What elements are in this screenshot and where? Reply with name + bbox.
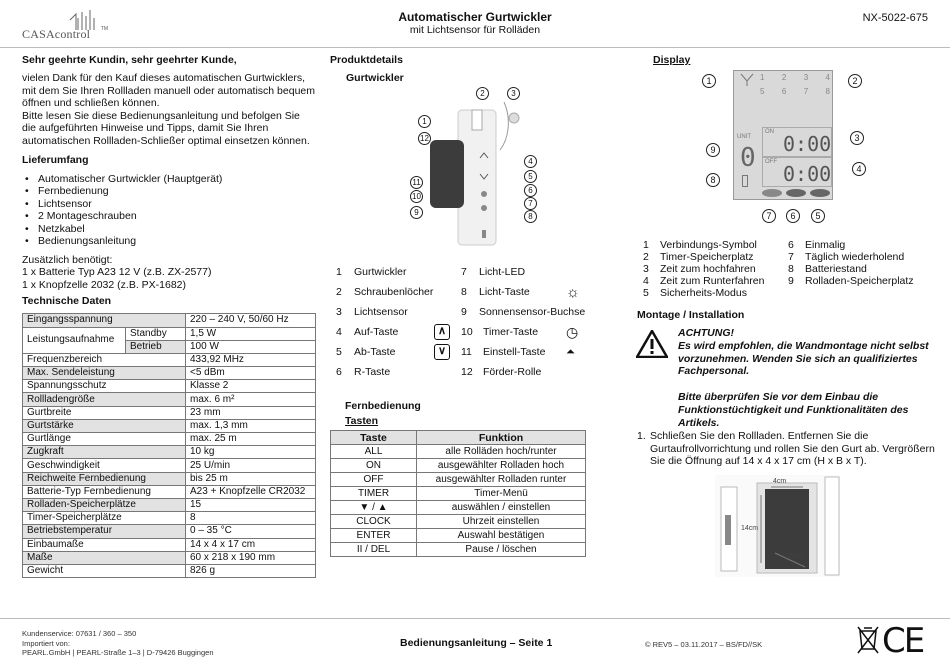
dim-width: 4cm [773, 478, 787, 485]
part-number: 5 [336, 346, 342, 358]
lcd-unit-digit: 0 [740, 143, 756, 173]
belt-winder-image [400, 90, 540, 250]
table-row [23, 419, 316, 432]
table-row [23, 498, 316, 511]
lcd-slots-bottom [760, 87, 830, 96]
brand-logo [22, 8, 112, 42]
down-icon: ∨ [434, 344, 450, 360]
callout: 2 [848, 74, 862, 88]
part-label: Licht-Taste [479, 286, 530, 298]
warning-text: Es wird empfohlen, die Wandmontage nicht selbst vorzunehmen. Wenden Sie sich an qualifiziertes Fachpersonal. [678, 339, 929, 378]
tech-label: Gewicht [23, 564, 186, 577]
callout: 12 [418, 132, 431, 145]
tech-label: Rollladengröße [23, 393, 186, 406]
callout: 8 [706, 173, 720, 187]
list-item: • Fernbedienung [38, 185, 316, 198]
service-line: Kundenservice: 07631 / 360 – 350 [22, 629, 137, 638]
delivery-list [38, 173, 316, 248]
tech-value: 220 – 240 V, 50/60 Hz [186, 314, 316, 327]
required-item: 1 x Knopfzelle 2032 (z.B. PX-1682) [22, 278, 187, 291]
table-row [331, 543, 586, 557]
lcd-slot: 6 [781, 87, 787, 96]
lcd-slot: 8 [825, 87, 830, 96]
tech-label: Betriebstemperatur [23, 525, 186, 538]
tech-label: Gurtstärke [23, 419, 186, 432]
table-row [23, 446, 316, 459]
part-label: Förder-Rolle [483, 366, 542, 378]
brand-name: CASAcontrol [22, 27, 91, 41]
tech-value: 1,5 W [186, 327, 316, 340]
table-row [23, 525, 316, 538]
part-number: 1 [336, 266, 342, 278]
document-subtitle: mit Lichtsensor für Rolläden [409, 24, 541, 36]
tech-value: 433,92 MHz [186, 353, 316, 366]
part-number: 9 [461, 306, 467, 318]
function-cell: Pause / löschen [417, 543, 586, 557]
lcd-segment [762, 189, 782, 197]
key-cell: ON [331, 459, 417, 473]
list-item: • Lichtsensor [38, 198, 316, 211]
battery-icon [742, 175, 748, 187]
legend-number: 8 [788, 263, 794, 275]
key-cell: ALL [331, 445, 417, 459]
tech-label: Einbaumaße [23, 538, 186, 551]
installation-image [715, 475, 840, 577]
parts-list [330, 262, 592, 382]
legend-label: Verbindungs-Symbol [660, 239, 757, 251]
part-number: 10 [461, 326, 473, 338]
brand-tm: TM [100, 26, 108, 32]
function-cell: alle Rolläden hoch/runter [417, 445, 586, 459]
parts-row [330, 322, 592, 342]
column-middle [330, 54, 592, 84]
tech-label: Batterie-Typ Fernbedienung [23, 485, 186, 498]
article-number: NX-5022-675 [862, 12, 928, 24]
callout: 10 [410, 190, 423, 203]
callout: 4 [524, 155, 537, 168]
lcd-on-box [762, 127, 832, 157]
table-row [23, 564, 316, 577]
tech-value: 10 kg [186, 446, 316, 459]
tech-value: max. 25 m [186, 433, 316, 446]
callout: 9 [706, 143, 720, 157]
column-left [22, 54, 316, 578]
warning-block [678, 327, 933, 430]
legend-number: 6 [788, 239, 794, 251]
tech-label: Rolladen-Speicherplätze [23, 498, 186, 511]
tech-value: max. 6 m² [186, 393, 316, 406]
lcd-off-label: OFF [765, 159, 777, 165]
dim-height: 14cm [741, 525, 759, 532]
table-row [331, 445, 586, 459]
parts-row [330, 262, 592, 282]
tech-value: 100 W [186, 340, 316, 353]
up-icon: ∧ [434, 324, 450, 340]
function-cell: Timer-Menü [417, 487, 586, 501]
col-func-header: Funktion [417, 431, 586, 445]
lcd-segment [786, 189, 806, 197]
address-line: PEARL.GmbH | PEARL-Straße 1–3 | D-79426 Buggingen [22, 648, 214, 657]
legend-label: Zeit zum hochfahren [660, 263, 756, 275]
tech-value: 0 – 35 °C [186, 525, 316, 538]
parts-row [330, 282, 592, 302]
function-cell: ausgewählter Rolladen runter [417, 473, 586, 487]
display-heading: Display [653, 54, 691, 66]
callout: 6 [786, 209, 800, 223]
part-number: 7 [461, 266, 467, 278]
part-label: Schraubenlöcher [354, 286, 434, 298]
table-row [23, 353, 316, 366]
set-icon: ⏶ [566, 345, 575, 358]
tech-label: Zugkraft [23, 446, 186, 459]
list-item: • Netzkabel [38, 223, 316, 236]
legend-row [643, 275, 933, 287]
key-cell: II / DEL [331, 543, 417, 557]
tech-label: Gurtlänge [23, 433, 186, 446]
table-row [23, 485, 316, 498]
function-cell: Auswahl bestätigen [417, 529, 586, 543]
callout: 9 [410, 206, 423, 219]
legend-label: Timer-Speicherplatz [660, 251, 754, 263]
display-legend [643, 239, 933, 299]
tech-label: Maße [23, 551, 186, 564]
tech-label: Gurtbreite [23, 406, 186, 419]
revision: © REV5 – 03.11.2017 – BS/FD//SK [645, 640, 763, 649]
mounting-heading: Montage / Installation [637, 309, 745, 321]
legend-row [643, 239, 933, 251]
lcd-slots-top [760, 73, 830, 82]
belt-winder-graphic [400, 90, 540, 250]
table-row [331, 515, 586, 529]
tech-value: A23 + Knopfzelle CR2032 [186, 485, 316, 498]
document-title: Automatischer Gurtwickler [398, 10, 552, 24]
lcd-slot: 7 [803, 87, 809, 96]
tech-value: <5 dBm [186, 367, 316, 380]
lcd-off-time: 0:00 [783, 162, 832, 186]
part-label: Auf-Taste [354, 326, 399, 338]
part-label: Lichtsensor [354, 306, 408, 318]
table-row [23, 406, 316, 419]
callout: 7 [524, 197, 537, 210]
lcd-slot: 3 [803, 73, 809, 82]
tech-value: 60 x 218 x 190 mm [186, 551, 316, 564]
legend-label: Einmalig [805, 239, 846, 251]
table-row [23, 459, 316, 472]
lcd-slot: 5 [760, 87, 765, 96]
page-footer [0, 618, 950, 671]
installation-graphic [715, 475, 840, 577]
legend-number: 5 [643, 287, 649, 299]
tech-label: Max. Sendeleistung [23, 367, 186, 380]
weee-bin-icon [856, 625, 880, 655]
legend-number: 4 [643, 275, 649, 287]
tech-label: Geschwindigkeit [23, 459, 186, 472]
tech-value: bis 25 m [186, 472, 316, 485]
parts-row [330, 302, 592, 322]
install-step [637, 430, 937, 468]
lcd-display [733, 70, 833, 200]
callout: 3 [850, 131, 864, 145]
legend-number: 2 [643, 251, 649, 263]
legend-row [643, 251, 933, 263]
legend-label: Täglich wiederholend [805, 251, 905, 263]
remote-heading-text: Fernbedienung [345, 400, 421, 412]
keys-table [330, 430, 586, 557]
legend-number: 1 [643, 239, 649, 251]
step-number: 1. [637, 430, 646, 442]
table-row [23, 327, 316, 340]
table-row [23, 393, 316, 406]
product-heading: Produktdetails [330, 54, 403, 66]
table-row [23, 512, 316, 525]
clock-icon: ◷ [566, 323, 579, 340]
greeting: Sehr geehrte Kundin, sehr geehrter Kunde, [22, 54, 237, 66]
callout: 8 [524, 210, 537, 223]
tech-heading: Technische Daten [22, 295, 112, 308]
importer-line: Importiert von: [22, 638, 70, 648]
table-row [331, 459, 586, 473]
tech-value: Klasse 2 [186, 380, 316, 393]
table-row [23, 314, 316, 327]
tech-label: Frequenzbereich [23, 353, 186, 366]
lcd-slot: 2 [781, 73, 787, 82]
tech-label: Spannungsschutz [23, 380, 186, 393]
part-label: Timer-Taste [483, 326, 539, 338]
tech-value: 25 U/min [186, 459, 316, 472]
callout: 7 [762, 209, 776, 223]
tech-label: Leistungsaufnahme [23, 327, 126, 353]
part-number: 4 [336, 326, 342, 338]
antenna-icon [740, 73, 754, 87]
callout: 3 [507, 87, 520, 100]
list-item: • Bedienungsanleitung [38, 235, 316, 248]
callout: 2 [476, 87, 489, 100]
parts-row [330, 362, 592, 382]
function-cell: ausgewählter Rolladen hoch [417, 459, 586, 473]
warning-title: ACHTUNG! [678, 327, 734, 339]
key-cell: ▼ / ▲ [331, 501, 417, 515]
part-label: Sonnensensor-Buchse [479, 306, 586, 318]
tech-value: max. 1,3 mm [186, 419, 316, 432]
table-row [23, 433, 316, 446]
part-number: 2 [336, 286, 342, 298]
key-cell: TIMER [331, 487, 417, 501]
tech-label: Eingangsspannung [23, 314, 186, 327]
callout: 4 [852, 162, 866, 176]
tech-value: 8 [186, 512, 316, 525]
part-number: 11 [461, 346, 472, 358]
table-row [331, 487, 586, 501]
key-cell: OFF [331, 473, 417, 487]
column-right [637, 54, 929, 66]
legend-number: 7 [788, 251, 794, 263]
table-row [331, 501, 586, 515]
part-label: Ab-Taste [354, 346, 396, 358]
legend-row [643, 263, 933, 275]
product-subheading: Gurtwickler [346, 72, 404, 84]
lcd-segment [810, 189, 830, 197]
legend-label: Zeit zum Runterfahren [660, 275, 765, 287]
table-row [331, 529, 586, 543]
page-label: Bedienungsanleitung – Seite 1 [400, 637, 553, 649]
lcd-on-label: ON [765, 129, 774, 135]
table-row [23, 380, 316, 393]
table-row [23, 367, 316, 380]
part-label: Licht-LED [479, 266, 526, 278]
tech-table [22, 313, 316, 578]
part-number: 6 [336, 366, 342, 378]
intro-text: vielen Dank für den Kauf dieses automatischen Gurtwicklers, mit dem Sie Ihren Rollladen manuell oder automatisch bequem öffnen und schließen können. Bitte lesen Sie diese Bedienungsanleitung und befolgen Sie die aufgeführten Hinweise und Tipps, damit Sie Ihren automatischen Rollladen-Schließer optimal einsetzen können. [22, 72, 315, 147]
tech-value: 826 g [186, 564, 316, 577]
callout: 5 [811, 209, 825, 223]
part-number: 12 [461, 366, 473, 378]
callout: 11 [410, 176, 423, 189]
part-label: Einstell-Taste [483, 346, 546, 358]
callout: 6 [524, 184, 537, 197]
function-cell: Uhrzeit einstellen [417, 515, 586, 529]
page-header [0, 0, 950, 48]
table-row [23, 538, 316, 551]
parts-row [330, 342, 592, 362]
legend-label: Rolladen-Speicherplatz [805, 275, 914, 287]
key-cell: CLOCK [331, 515, 417, 529]
table-row [331, 473, 586, 487]
legend-number: 9 [788, 275, 794, 287]
lcd-slot: 4 [825, 73, 830, 82]
tech-sublabel: Betrieb [126, 340, 186, 353]
callout: 1 [702, 74, 716, 88]
col-key-header: Taste [331, 431, 417, 445]
list-item: • Automatischer Gurtwickler (Hauptgerät) [38, 173, 316, 186]
list-item: • 2 Montageschrauben [38, 210, 316, 223]
step-text: Schließen Sie den Rollladen. Entfernen Sie die Gurtaufrollvorrichtung und rollen Sie den Gurt ab. Vergrößern Sie die Öffnung auf 14 x 4 x 17 cm (H x B x T). [650, 430, 935, 468]
tech-label: Timer-Speicherplätze [23, 512, 186, 525]
legend-row [643, 287, 933, 299]
tech-sublabel: Standby [126, 327, 186, 340]
tech-value: 15 [186, 498, 316, 511]
remote-subheading [345, 415, 378, 427]
warning-icon [636, 330, 668, 358]
required-heading: Zusätzlich benötigt: [22, 253, 113, 266]
function-cell: auswählen / einstellen [417, 501, 586, 515]
part-number: 8 [461, 286, 467, 298]
tech-value: 23 mm [186, 406, 316, 419]
lcd-unit-label: UNIT [737, 134, 751, 140]
part-label: Gurtwickler [354, 266, 407, 278]
tech-value: 14 x 4 x 17 cm [186, 538, 316, 551]
footer-contact [22, 629, 214, 658]
table-row [23, 472, 316, 485]
callout: 1 [418, 115, 431, 128]
remote-heading [345, 400, 421, 412]
sun-icon: ☼ [566, 283, 580, 301]
legend-number: 3 [643, 263, 649, 275]
lcd-off-box [762, 157, 832, 187]
part-number: 3 [336, 306, 342, 318]
callout: 5 [524, 170, 537, 183]
tech-label: Reichweite Fernbedienung [23, 472, 186, 485]
remote-subheading-text: Tasten [345, 415, 379, 427]
lcd-on-time: 0:00 [783, 132, 832, 156]
lcd-slot: 1 [760, 73, 765, 82]
table-row [23, 551, 316, 564]
warning-text-2: Bitte überprüfen Sie vor dem Einbau die Funktionstüchtigkeit und Funktionalitäten des Artikels. [678, 391, 909, 429]
part-label: R-Taste [354, 366, 391, 378]
key-cell: ENTER [331, 529, 417, 543]
required-item: 1 x Batterie Typ A23 12 V (z.B. ZX-2577) [22, 266, 212, 279]
dim-depth: 17cm [785, 553, 803, 560]
delivery-heading: Lieferumfang [22, 153, 89, 166]
legend-label: Batteriestand [805, 263, 867, 275]
legend-label: Sicherheits-Modus [660, 287, 747, 299]
ce-mark: CE [882, 621, 924, 661]
